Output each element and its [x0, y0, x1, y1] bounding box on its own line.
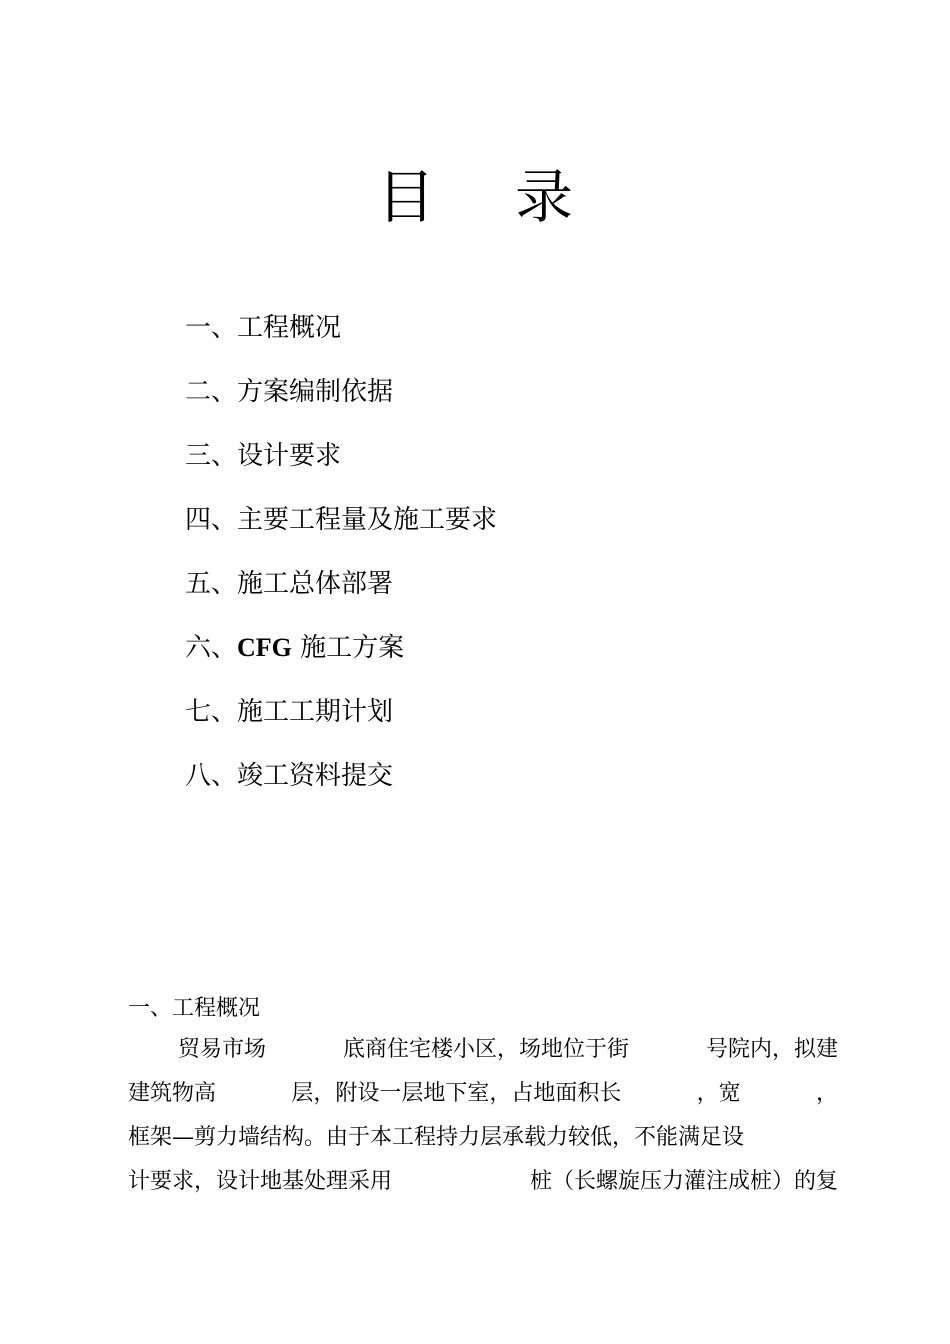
- toc-item-8[interactable]: 八、竣工资料提交: [185, 761, 394, 791]
- body-line-1: 贸易市场 底商住宅楼小区，场地位于街 号院内，拟建: [178, 1037, 838, 1062]
- toc-title-char-1: 目: [376, 162, 435, 231]
- body-line-3: 框架—剪力墙结构。由于本工程持力层承载力较低，不能满足设: [128, 1125, 745, 1150]
- section-project-overview: [128, 990, 838, 1204]
- toc-title: [0, 159, 950, 235]
- toc-item-2[interactable]: 二、方案编制依据: [185, 377, 394, 407]
- toc-item-1[interactable]: 一、工程概况: [185, 313, 342, 343]
- toc-item-6[interactable]: 六、CFG 施工方案: [185, 633, 405, 663]
- body-line-2: 建筑物高 层，附设一层地下室，占地面积长 ，宽 ，: [128, 1081, 838, 1106]
- toc-list: [185, 308, 497, 820]
- toc-title-char-2: 录: [515, 162, 574, 231]
- section-body: [128, 1028, 838, 1204]
- toc-item-3[interactable]: 三、设计要求: [185, 441, 342, 471]
- toc-item-5[interactable]: 五、施工总体部署: [185, 569, 394, 599]
- body-line-4: 计要求，设计地基处理采用 桩（长螺旋压力灌注成桩）的复: [128, 1169, 838, 1194]
- toc-item-7[interactable]: 七、施工工期计划: [185, 697, 394, 727]
- section-heading: 一、工程概况: [128, 996, 261, 1021]
- toc-item-4[interactable]: 四、主要工程量及施工要求: [185, 505, 498, 535]
